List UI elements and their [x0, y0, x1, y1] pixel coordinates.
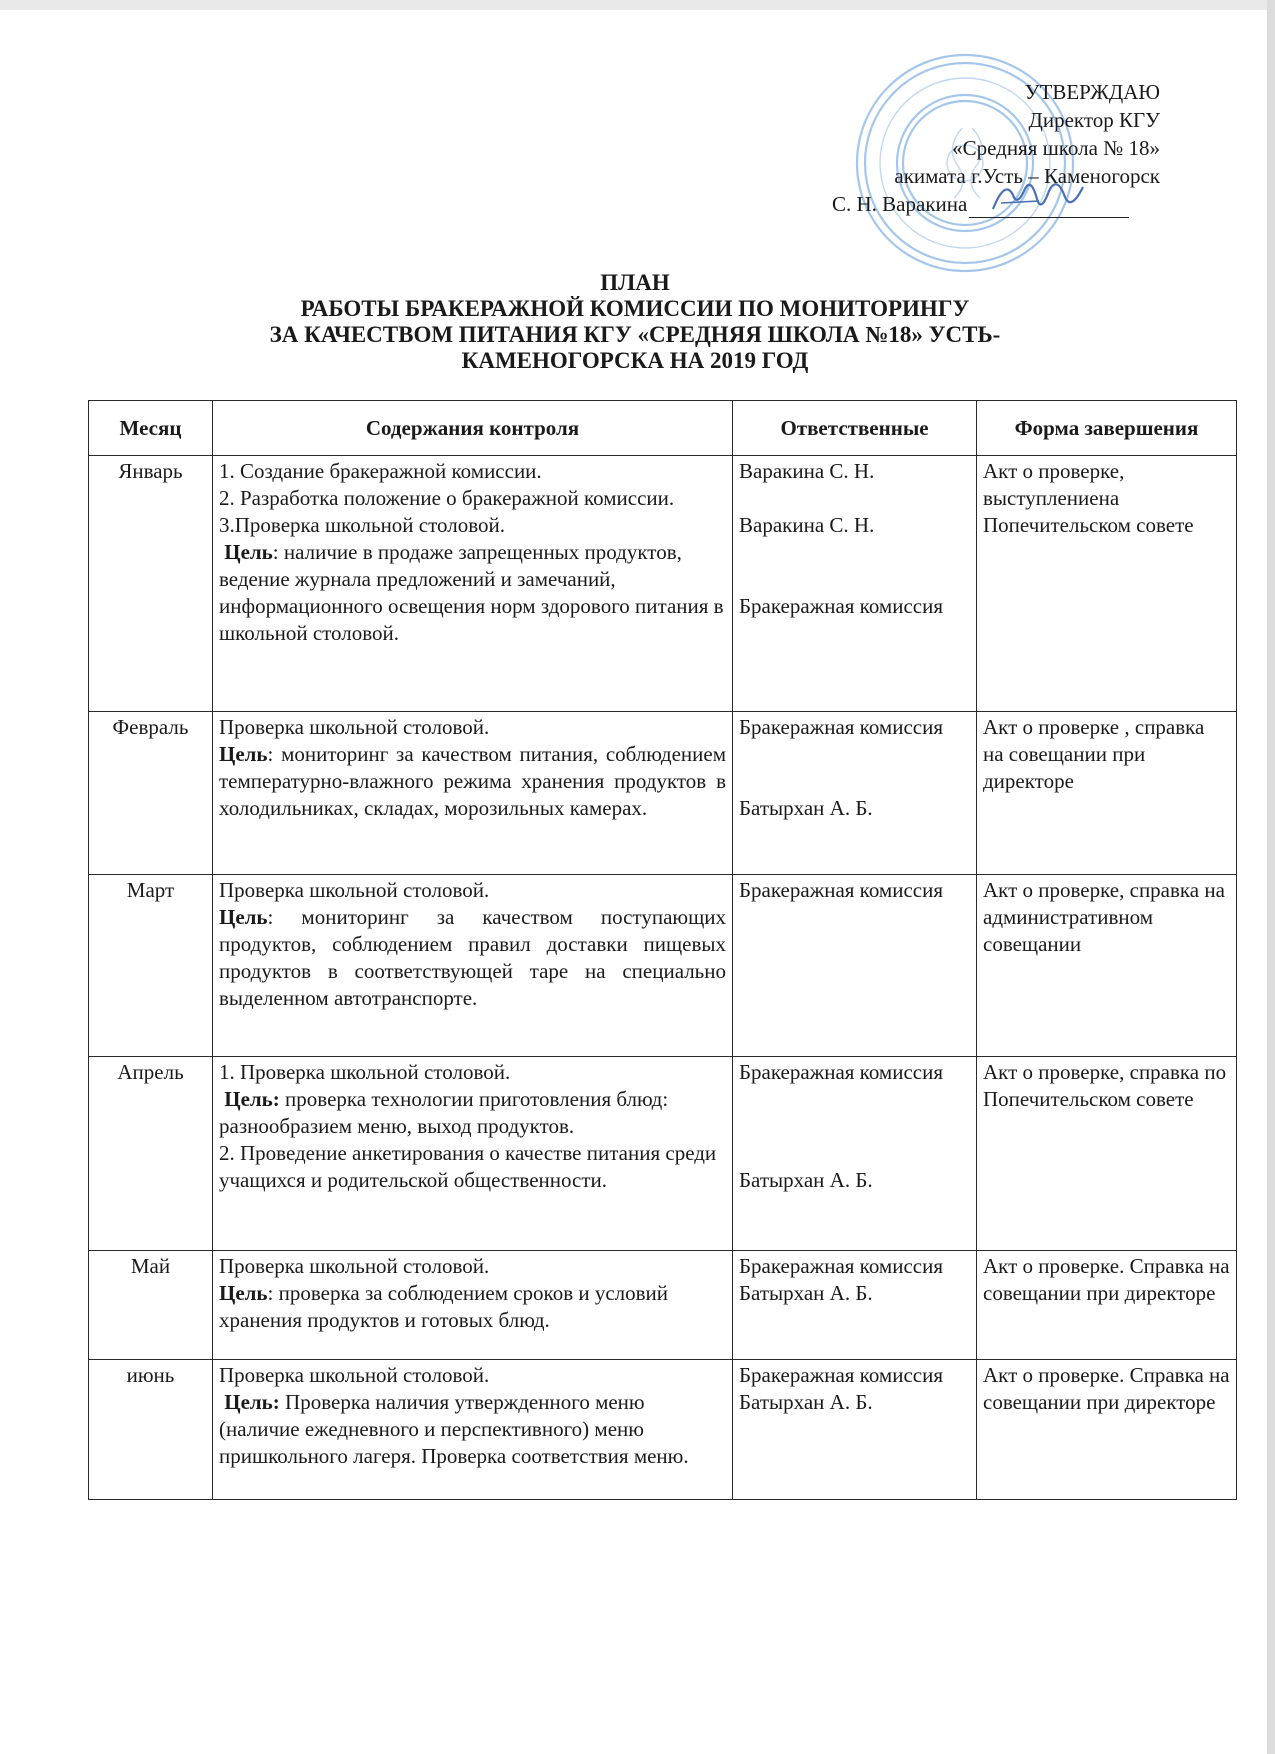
content-item: 2. Разработка положение о бракеражной комиссии. — [219, 486, 675, 510]
responsible-person: Батырхан А. Б. — [739, 1390, 873, 1414]
content-cell — [213, 875, 733, 1057]
goal-text — [219, 1280, 726, 1334]
header-responsible: Ответственные — [733, 401, 977, 456]
approval-block — [800, 78, 1160, 218]
content-cell — [213, 1251, 733, 1360]
responsible-person: Бракеражная комиссия — [739, 594, 943, 618]
handwritten-signature-icon — [979, 173, 1089, 219]
content-item: 1. Создание бракеражной комиссии. — [219, 459, 542, 483]
goal-label: Цель: — [224, 1087, 280, 1111]
responsible-person: Бракеражная комиссия — [739, 1254, 943, 1278]
content-item: Проверка школьной столовой. — [219, 715, 490, 739]
responsible-person: Батырхан А. Б. — [739, 1168, 873, 1192]
header-content: Содержания контроля — [213, 401, 733, 456]
table-row — [89, 1251, 1237, 1360]
goal-text — [219, 539, 726, 647]
table-header-row — [89, 401, 1237, 456]
form-cell: Акт о проверке. Справка на совещании при директоре — [977, 1251, 1237, 1360]
goal-description: : проверка за соблюдением сроков и условий хранения продуктов и готовых блюд. — [219, 1281, 669, 1332]
responsible-person: Бракеражная комиссия — [739, 715, 943, 739]
content-item: 2. Проведение анкетирования о качестве питания среди учащихся и родительской общественности. — [219, 1141, 717, 1192]
content-cell — [213, 1057, 733, 1251]
approval-heading: УТВЕРЖДАЮ — [1024, 80, 1160, 104]
month-cell: Февраль — [89, 712, 213, 875]
goal-label: Цель — [219, 905, 268, 929]
title-line-1: ПЛАН — [600, 270, 670, 295]
responsible-person: Варакина С. Н. — [739, 513, 875, 537]
goal-text — [219, 904, 726, 1012]
goal-text — [219, 1086, 726, 1140]
approval-akimat: акимата г.Усть – Каменогорск — [894, 164, 1160, 188]
responsible-person: Батырхан А. Б. — [739, 1281, 873, 1305]
form-cell: Акт о проверке, справка по Попечительском совете — [977, 1057, 1237, 1251]
title-line-2: РАБОТЫ БРАКЕРАЖНОЙ КОМИССИИ ПО МОНИТОРИНГУ — [300, 296, 970, 321]
goal-label: Цель — [219, 742, 268, 766]
plan-table — [88, 400, 1237, 1500]
month-cell: июнь — [89, 1360, 213, 1500]
scan-top-edge — [0, 0, 1275, 10]
content-cell — [213, 712, 733, 875]
responsible-person: Бракеражная комиссия — [739, 1363, 943, 1387]
goal-description: : мониторинг за качеством питания, соблюдением температурно-влажного режима хранения продуктов в холодильниках, складах, морозильных камерах. — [219, 742, 726, 820]
goal-description: : мониторинг за качеством поступающих продуктов, соблюдением правил доставки пищевых продуктов в соответствующей таре на специально выделенном автотранспорте. — [219, 905, 726, 1010]
month-cell: Апрель — [89, 1057, 213, 1251]
table-row — [89, 712, 1237, 875]
goal-description: : наличие в продаже запрещенных продуктов, ведение журнала предложений и замечаний, информационного освещения норм здорового питания в школьной столовой. — [219, 540, 724, 645]
responsible-person: Батырхан А. Б. — [739, 796, 873, 820]
content-cell — [213, 1360, 733, 1500]
goal-text — [219, 741, 726, 822]
table-row — [89, 456, 1237, 712]
form-cell: Акт о проверке. Справка на совещании при директоре — [977, 1360, 1237, 1500]
approval-position: Директор КГУ — [1028, 108, 1160, 132]
scan-right-edge — [1267, 0, 1275, 1754]
document-title — [130, 270, 1140, 374]
form-cell: Акт о проверке, справка на административном совещании — [977, 875, 1237, 1057]
responsible-cell — [733, 1360, 977, 1500]
content-item: Проверка школьной столовой. — [219, 1254, 490, 1278]
title-line-3: ЗА КАЧЕСТВОМ ПИТАНИЯ КГУ «СРЕДНЯЯ ШКОЛА №18» УСТЬ- — [269, 322, 1001, 347]
approval-name: С. Н. Варакина — [832, 192, 968, 216]
content-item: Проверка школьной столовой. — [219, 1363, 490, 1387]
goal-label: Цель — [224, 540, 273, 564]
goal-label: Цель — [219, 1281, 268, 1305]
content-item: 3.Проверка школьной столовой. — [219, 513, 505, 537]
header-form: Форма завершения — [977, 401, 1237, 456]
table-row — [89, 875, 1237, 1057]
approval-school: «Средняя школа № 18» — [952, 136, 1160, 160]
goal-label: Цель: — [224, 1390, 280, 1414]
form-cell: Акт о проверке, выступлениена Попечительском совете — [977, 456, 1237, 712]
responsible-person: Варакина С. Н. — [739, 459, 875, 483]
goal-description: проверка технологии приготовления блюд: разнообразием меню, выход продуктов. — [219, 1087, 669, 1138]
month-cell: Март — [89, 875, 213, 1057]
header-month: Месяц — [89, 401, 213, 456]
content-item: Проверка школьной столовой. — [219, 878, 490, 902]
responsible-cell — [733, 1057, 977, 1251]
content-cell — [213, 456, 733, 712]
table-row — [89, 1057, 1237, 1251]
goal-description: Проверка наличия утвержденного меню (наличие ежедневного и перспективного) меню пришкольного лагеря. Проверка соответствия меню. — [219, 1390, 689, 1468]
responsible-cell — [733, 1251, 977, 1360]
goal-text — [219, 1389, 726, 1470]
table-row — [89, 1360, 1237, 1500]
month-cell: Май — [89, 1251, 213, 1360]
responsible-person: Бракеражная комиссия — [739, 878, 943, 902]
month-cell: Январь — [89, 456, 213, 712]
responsible-person: Бракеражная комиссия — [739, 1060, 943, 1084]
title-line-4: КАМЕНОГОРСКА НА 2019 ГОД — [461, 348, 809, 373]
content-item: 1. Проверка школьной столовой. — [219, 1060, 511, 1084]
responsible-cell — [733, 456, 977, 712]
responsible-cell — [733, 875, 977, 1057]
signature-line — [969, 195, 1129, 218]
responsible-cell — [733, 712, 977, 875]
form-cell: Акт о проверке , справка на совещании при директоре — [977, 712, 1237, 875]
